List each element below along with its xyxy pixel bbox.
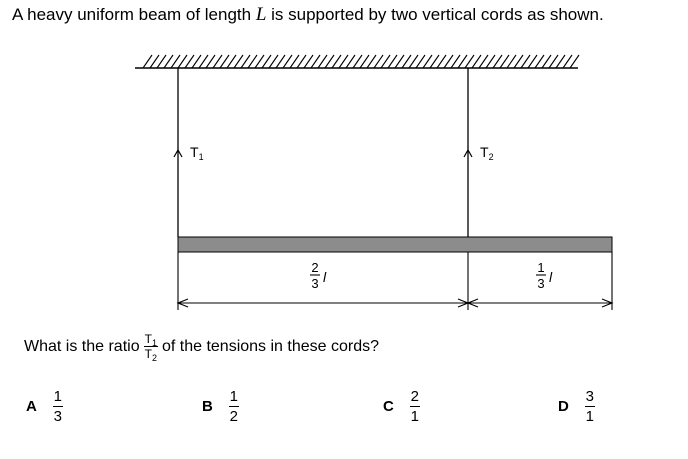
svg-text:2: 2: [311, 260, 319, 275]
length-variable: L: [255, 4, 267, 25]
ceiling-hatching: [143, 55, 579, 68]
svg-text:3: 3: [311, 276, 319, 291]
option-a-letter: A: [26, 398, 37, 415]
option-a[interactable]: [26, 389, 63, 424]
beam: [178, 237, 612, 252]
intro-text-before: A heavy uniform beam of length: [12, 5, 256, 24]
right-span-label: [536, 260, 553, 291]
svg-text:1: 1: [537, 260, 545, 275]
option-b-fraction: $\frac{1}{2}$: [229, 388, 239, 425]
option-b[interactable]: [202, 389, 239, 424]
svg-text:3: 3: [537, 276, 545, 291]
option-d-letter: D: [558, 398, 569, 415]
option-d[interactable]: [558, 389, 595, 424]
option-a-fraction: $\frac{1}{3}$: [53, 388, 63, 425]
option-b-letter: B: [202, 398, 213, 415]
svg-text:l: l: [323, 269, 327, 285]
option-c[interactable]: [383, 389, 420, 424]
option-c-fraction: $\frac{2}{1}$: [410, 388, 420, 425]
option-c-letter: C: [383, 398, 394, 415]
tension-ratio-fraction: $\frac{T_1}{T_2}$: [144, 332, 157, 363]
tension-1-label: $T_1$: [190, 144, 204, 162]
tension-2-label: $T_2$: [480, 144, 494, 162]
question-before: What is the ratio: [24, 337, 140, 355]
question-after: of the tensions in these cords?: [161, 337, 379, 355]
question-text: [24, 332, 379, 363]
option-d-fraction: $\frac{3}{1}$: [585, 388, 595, 425]
svg-text:l: l: [549, 269, 553, 285]
left-span-label: [310, 260, 327, 291]
intro-text-after: is supported by two vertical cords as shown.: [266, 5, 604, 24]
